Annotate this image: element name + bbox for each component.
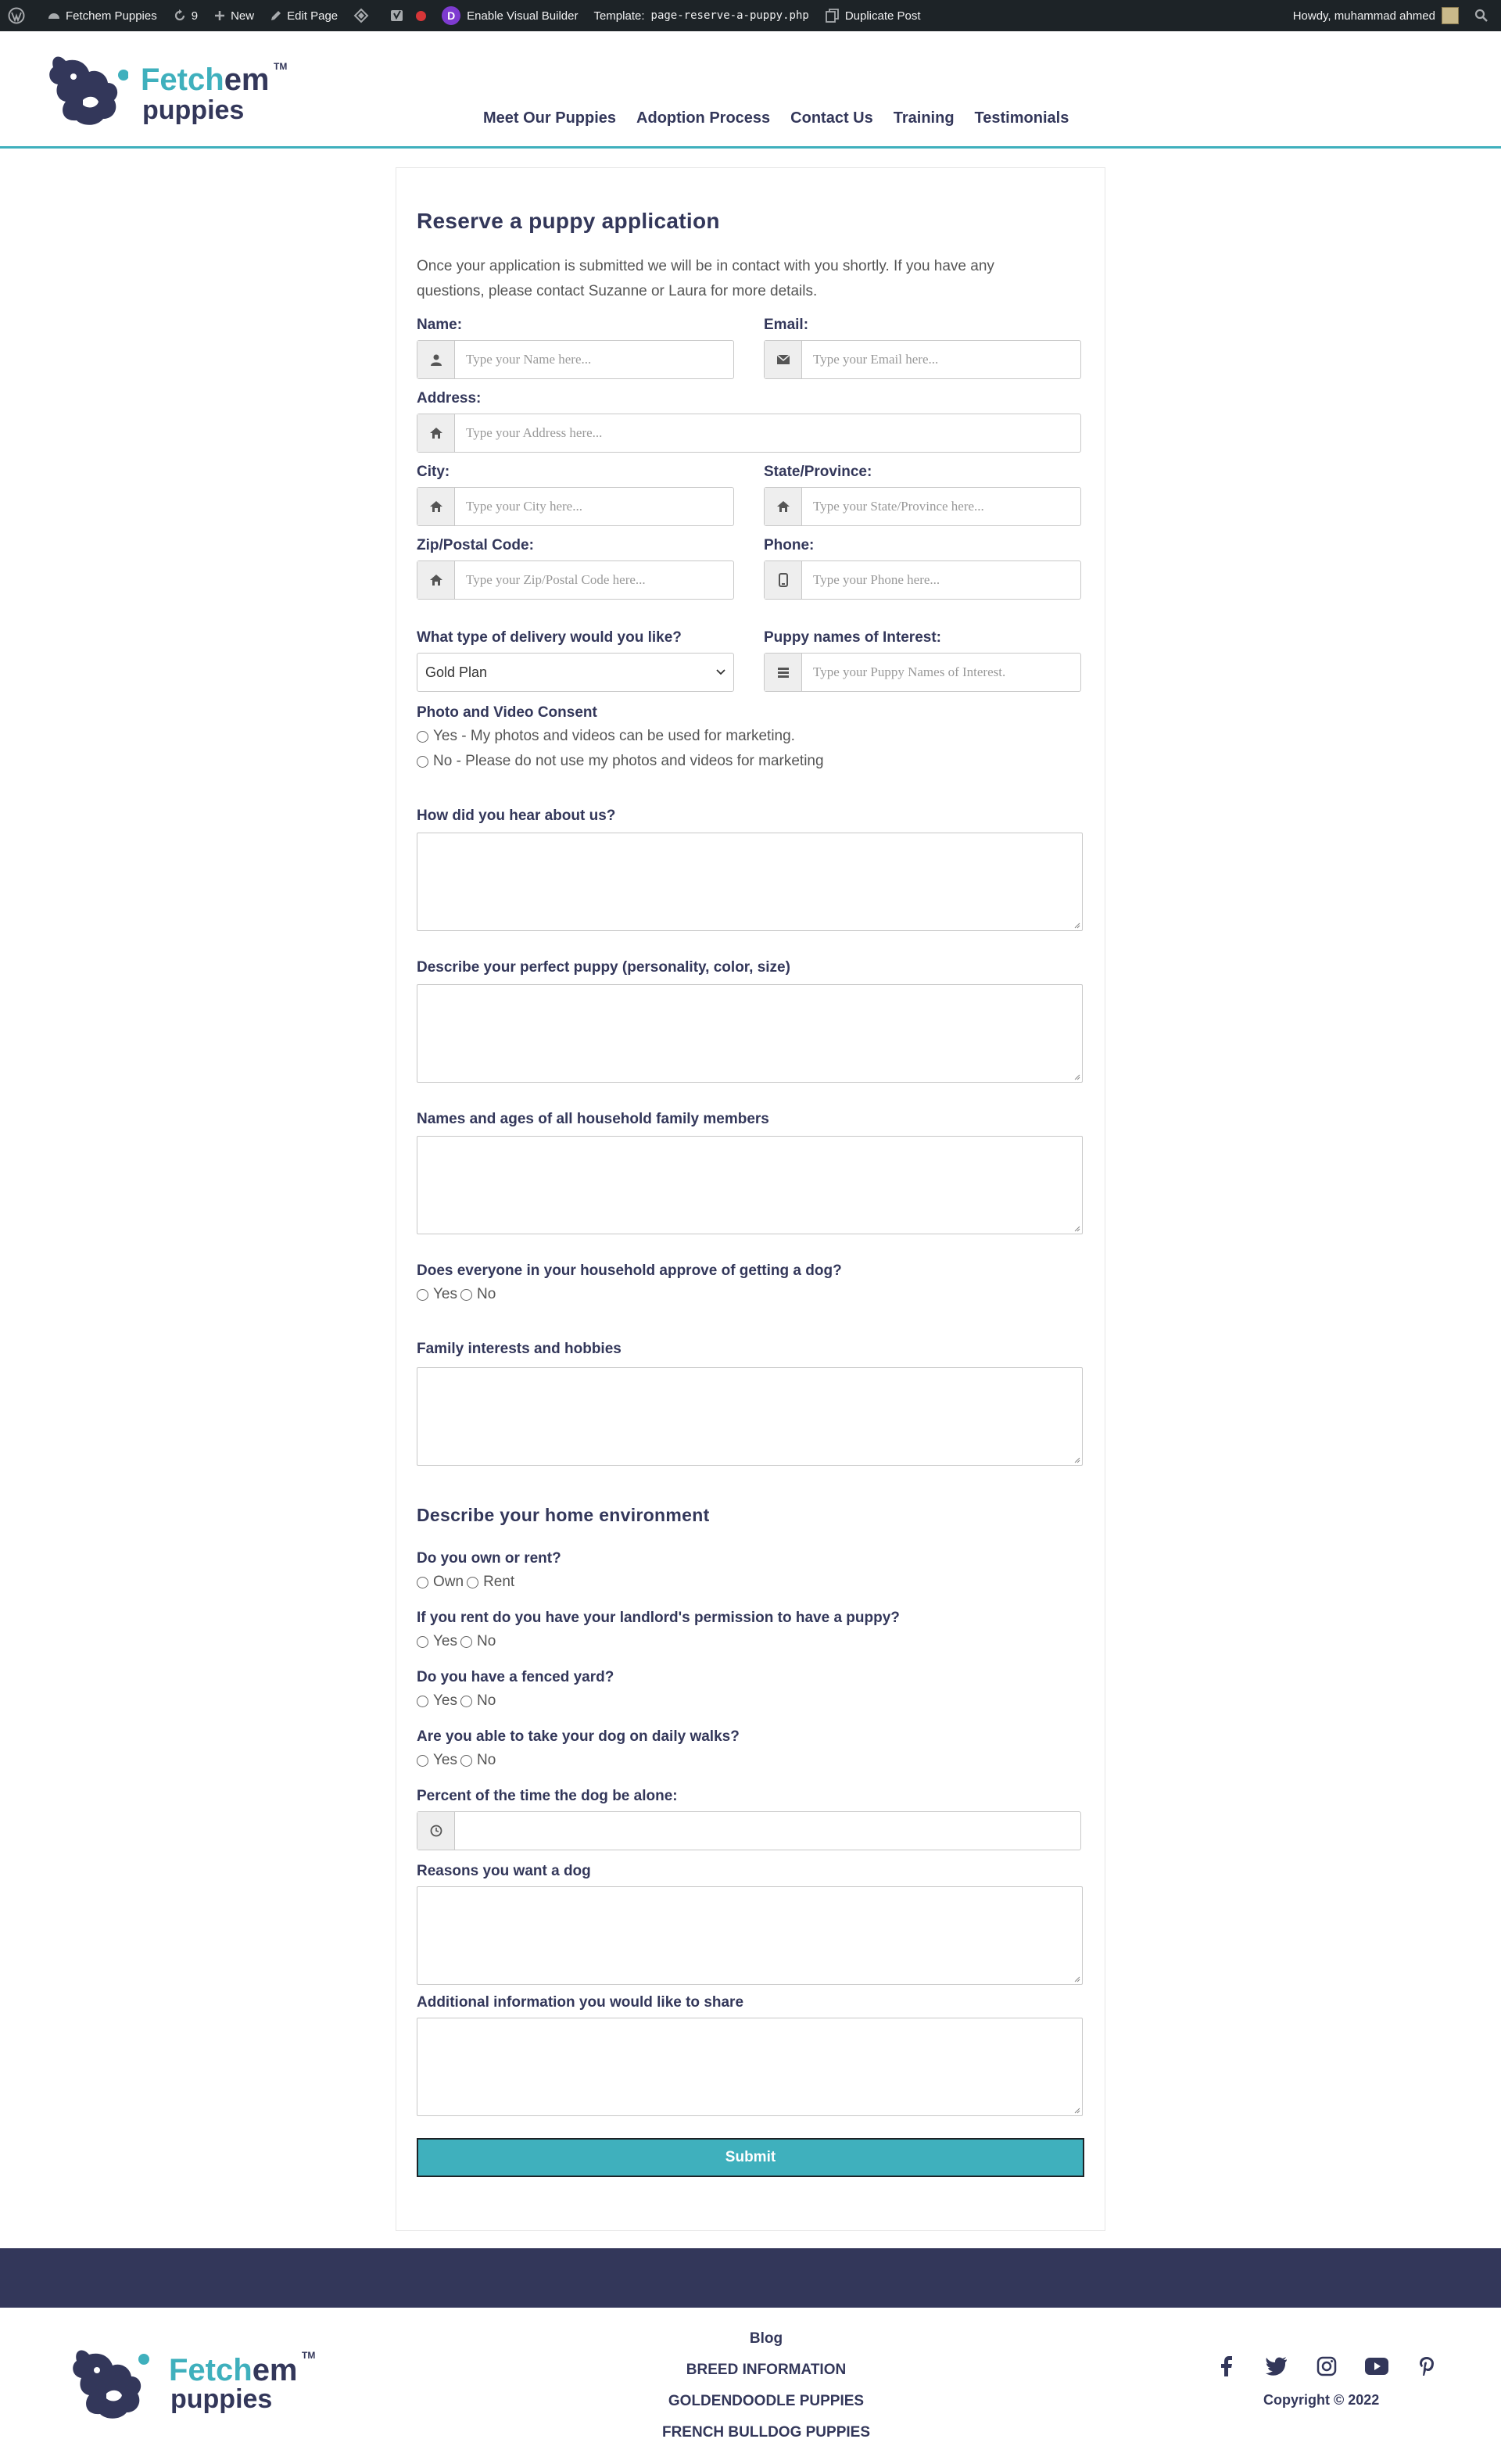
consent-yes-label: Yes - My photos and videos can be used for marketing. <box>433 728 795 744</box>
seo-status-dot-icon <box>416 11 426 21</box>
walks-yes[interactable] <box>417 1752 457 1769</box>
landlord-no[interactable] <box>460 1633 496 1650</box>
home-icon <box>417 414 455 452</box>
landlord-label: If you rent do you have your landlord's permission to have a puppy? <box>417 1610 900 1626</box>
radio-yes[interactable] <box>417 1289 428 1301</box>
howdy-text: Howdy, muhammad ahmed <box>1292 9 1435 23</box>
duplicate-icon <box>825 8 840 23</box>
footer-link-breed-information[interactable]: BREED INFORMATION <box>686 2362 847 2378</box>
city-field <box>417 487 734 526</box>
resize-grip-icon <box>1073 1456 1080 1463</box>
puppy-names-input[interactable] <box>802 654 1080 691</box>
zip-input[interactable] <box>455 561 733 599</box>
submit-button[interactable]: Submit <box>417 2138 1084 2177</box>
alone-input[interactable] <box>455 1812 1080 1850</box>
youtube-icon[interactable] <box>1363 2353 1390 2380</box>
facebook-icon[interactable] <box>1213 2353 1240 2380</box>
consent-no-option[interactable] <box>417 753 824 770</box>
household-members-label: Names and ages of all household family members <box>417 1111 769 1127</box>
logo-trademark: TM <box>302 2350 316 2361</box>
radio-no[interactable] <box>460 1755 472 1767</box>
radio-yes[interactable] <box>417 1636 428 1648</box>
main-nav <box>483 109 1069 127</box>
duplicate-post-link[interactable] <box>817 0 929 31</box>
updates-count: 9 <box>191 9 199 23</box>
email-label: Email: <box>764 317 809 333</box>
template-file: page-reserve-a-puppy.php <box>650 9 809 22</box>
no-label: No <box>477 1752 496 1768</box>
reserve-puppy-form <box>396 167 1105 2231</box>
landlord-options <box>417 1633 499 1650</box>
footer-links <box>610 2323 922 2448</box>
radio-no[interactable] <box>460 1289 472 1301</box>
yes-label: Yes <box>433 1633 457 1649</box>
consent-yes-radio[interactable] <box>417 731 428 743</box>
zip-label: Zip/Postal Code: <box>417 537 534 553</box>
wordpress-logo-icon[interactable] <box>0 0 39 31</box>
site-footer <box>0 2308 1501 2464</box>
radio-no[interactable] <box>460 1696 472 1707</box>
alone-label: Percent of the time the dog be alone: <box>417 1788 678 1804</box>
delivery-select[interactable] <box>417 653 734 692</box>
nav-training[interactable]: Training <box>893 109 955 127</box>
hear-about-textarea[interactable] <box>417 833 1083 931</box>
logo-subtitle: puppies <box>170 2384 273 2414</box>
yoast-icon[interactable] <box>382 0 434 31</box>
list-icon <box>765 654 802 691</box>
radio-yes[interactable] <box>417 1696 428 1707</box>
logo-wordmark: Fetchem <box>169 2353 298 2387</box>
logo-subtitle: puppies <box>142 95 245 125</box>
additional-label: Additional information you would like to share <box>417 1994 744 2011</box>
template-label: Template: <box>593 9 645 23</box>
interests-label: Family interests and hobbies <box>417 1341 622 1357</box>
state-label: State/Province: <box>764 464 872 480</box>
household-approve-options <box>417 1286 499 1303</box>
perfect-puppy-label: Describe your perfect puppy (personality, color, size) <box>417 959 790 976</box>
home-icon <box>417 488 455 525</box>
updates-link[interactable] <box>165 0 206 31</box>
footer-link-french-bulldog[interactable]: FRENCH BULLDOG PUPPIES <box>661 2424 871 2441</box>
new-label: New <box>231 9 255 23</box>
avatar <box>1442 7 1459 24</box>
phone-label: Phone: <box>764 537 815 553</box>
radio-own[interactable] <box>417 1577 428 1588</box>
consent-label: Photo and Video Consent <box>417 704 597 721</box>
name-input[interactable] <box>455 341 733 378</box>
plus-icon <box>213 9 226 22</box>
puppy-names-field <box>764 653 1081 692</box>
copyright: Copyright © 2022 <box>1263 2392 1380 2408</box>
site-header <box>0 31 1501 149</box>
phone-input[interactable] <box>802 561 1080 599</box>
fenced-options <box>417 1692 499 1710</box>
duplicate-post-label: Duplicate Post <box>844 9 921 23</box>
dog-mascot-icon <box>42 45 128 131</box>
household-approve-yes[interactable] <box>417 1286 457 1303</box>
divi-icon: D <box>442 6 460 25</box>
search-icon <box>1474 9 1488 23</box>
walks-no[interactable] <box>460 1752 496 1769</box>
page-title: Reserve a puppy application <box>417 209 720 233</box>
fenced-label: Do you have a fenced yard? <box>417 1669 614 1685</box>
household-approve-no[interactable] <box>460 1286 496 1303</box>
new-content-link[interactable] <box>206 0 262 31</box>
visual-builder-link[interactable] <box>434 0 586 31</box>
radio-rent[interactable] <box>467 1577 478 1588</box>
rent-option[interactable] <box>467 1574 514 1591</box>
site-name: Fetchem Puppies <box>66 9 157 23</box>
admin-search[interactable] <box>1467 0 1501 31</box>
resize-grip-icon <box>1073 1975 1080 1982</box>
logo-wordmark: Fetchem <box>141 63 270 97</box>
perfect-puppy-textarea[interactable] <box>417 984 1083 1083</box>
clock-icon <box>417 1812 455 1850</box>
radio-yes[interactable] <box>417 1755 428 1767</box>
edit-page-link[interactable] <box>262 0 346 31</box>
user-icon <box>417 341 455 378</box>
address-input[interactable] <box>455 414 1080 452</box>
reasons-label: Reasons you want a dog <box>417 1863 591 1879</box>
household-members-textarea[interactable] <box>417 1136 1083 1234</box>
account-menu[interactable] <box>1285 0 1467 31</box>
household-approve-label: Does everyone in your household approve of getting a dog? <box>417 1262 842 1279</box>
pinterest-icon[interactable] <box>1413 2353 1440 2380</box>
admin-bar <box>0 0 1501 31</box>
footer-band <box>0 2248 1501 2308</box>
home-icon <box>765 488 802 525</box>
phone-icon <box>765 561 802 599</box>
template-info[interactable] <box>586 0 816 31</box>
state-field <box>764 487 1081 526</box>
delivery-value: Gold Plan <box>425 664 488 680</box>
edit-page-label: Edit Page <box>287 9 339 23</box>
yes-label: Yes <box>433 1692 457 1709</box>
footer-link-goldendoodle[interactable]: GOLDENDOODLE PUPPIES <box>668 2393 865 2409</box>
nav-meet-our-puppies[interactable]: Meet Our Puppies <box>483 109 617 127</box>
email-field <box>764 340 1081 379</box>
diamond-plugin-icon[interactable] <box>346 0 382 31</box>
home-icon <box>417 561 455 599</box>
delivery-label: What type of delivery would you like? <box>417 629 682 646</box>
resize-grip-icon <box>1073 921 1080 929</box>
resize-grip-icon <box>1073 2106 1080 2114</box>
radio-no[interactable] <box>460 1636 472 1648</box>
nav-testimonials[interactable]: Testimonials <box>974 109 1069 127</box>
footer-link-blog[interactable]: Blog <box>749 2330 783 2347</box>
hear-about-label: How did you hear about us? <box>417 808 616 824</box>
dog-mascot-icon <box>66 2339 152 2425</box>
visual-builder-label: Enable Visual Builder <box>467 9 579 23</box>
nav-adoption-process[interactable]: Adoption Process <box>636 109 771 127</box>
reasons-textarea[interactable] <box>417 1886 1083 1985</box>
state-input[interactable] <box>802 488 1080 525</box>
own-rent-label: Do you own or rent? <box>417 1550 561 1567</box>
envelope-icon <box>765 341 802 378</box>
dashboard-icon <box>47 9 61 23</box>
own-rent-options <box>417 1574 518 1591</box>
social-links <box>1213 2353 1440 2380</box>
home-environment-heading: Describe your home environment <box>417 1505 710 1525</box>
consent-no-radio[interactable] <box>417 756 428 768</box>
site-name-link[interactable] <box>39 0 165 31</box>
address-label: Address: <box>417 390 482 406</box>
own-option[interactable] <box>417 1574 464 1591</box>
fenced-no[interactable] <box>460 1692 496 1710</box>
site-logo[interactable] <box>42 45 292 131</box>
phone-field <box>764 560 1081 600</box>
email-input[interactable] <box>802 341 1080 378</box>
twitter-icon[interactable] <box>1263 2353 1290 2380</box>
zip-field <box>417 560 734 600</box>
consent-no-label: No - Please do not use my photos and videos for marketing <box>433 753 824 769</box>
rent-label: Rent <box>483 1574 515 1590</box>
landlord-yes[interactable] <box>417 1633 457 1650</box>
yes-label: Yes <box>433 1286 457 1302</box>
consent-yes-option[interactable] <box>417 728 795 745</box>
footer-logo[interactable] <box>66 2339 316 2425</box>
address-field <box>417 414 1081 453</box>
walks-label: Are you able to take your dog on daily walks? <box>417 1728 740 1745</box>
chevron-down-icon <box>716 669 725 675</box>
name-field <box>417 340 734 379</box>
walks-options <box>417 1752 499 1769</box>
logo-trademark: TM <box>274 61 288 72</box>
no-label: No <box>477 1286 496 1302</box>
fenced-yes[interactable] <box>417 1692 457 1710</box>
pencil-icon <box>270 9 282 22</box>
additional-textarea[interactable] <box>417 2018 1083 2116</box>
own-label: Own <box>433 1574 464 1590</box>
alone-field <box>417 1811 1081 1850</box>
resize-grip-icon <box>1073 1224 1080 1232</box>
city-label: City: <box>417 464 450 480</box>
nav-contact-us[interactable]: Contact Us <box>790 109 873 127</box>
resize-grip-icon <box>1073 1073 1080 1080</box>
no-label: No <box>477 1692 496 1709</box>
interests-textarea[interactable] <box>417 1367 1083 1466</box>
yes-label: Yes <box>433 1752 457 1768</box>
form-intro: Once your application is submitted we will be in contact with you shortly. If you have any questions, please contact Suzanne or Laura for more details. <box>417 258 994 299</box>
refresh-icon <box>173 9 187 23</box>
name-label: Name: <box>417 317 463 333</box>
instagram-icon[interactable] <box>1313 2353 1340 2380</box>
no-label: No <box>477 1633 496 1649</box>
puppy-names-label: Puppy names of Interest: <box>764 629 941 646</box>
city-input[interactable] <box>455 488 733 525</box>
